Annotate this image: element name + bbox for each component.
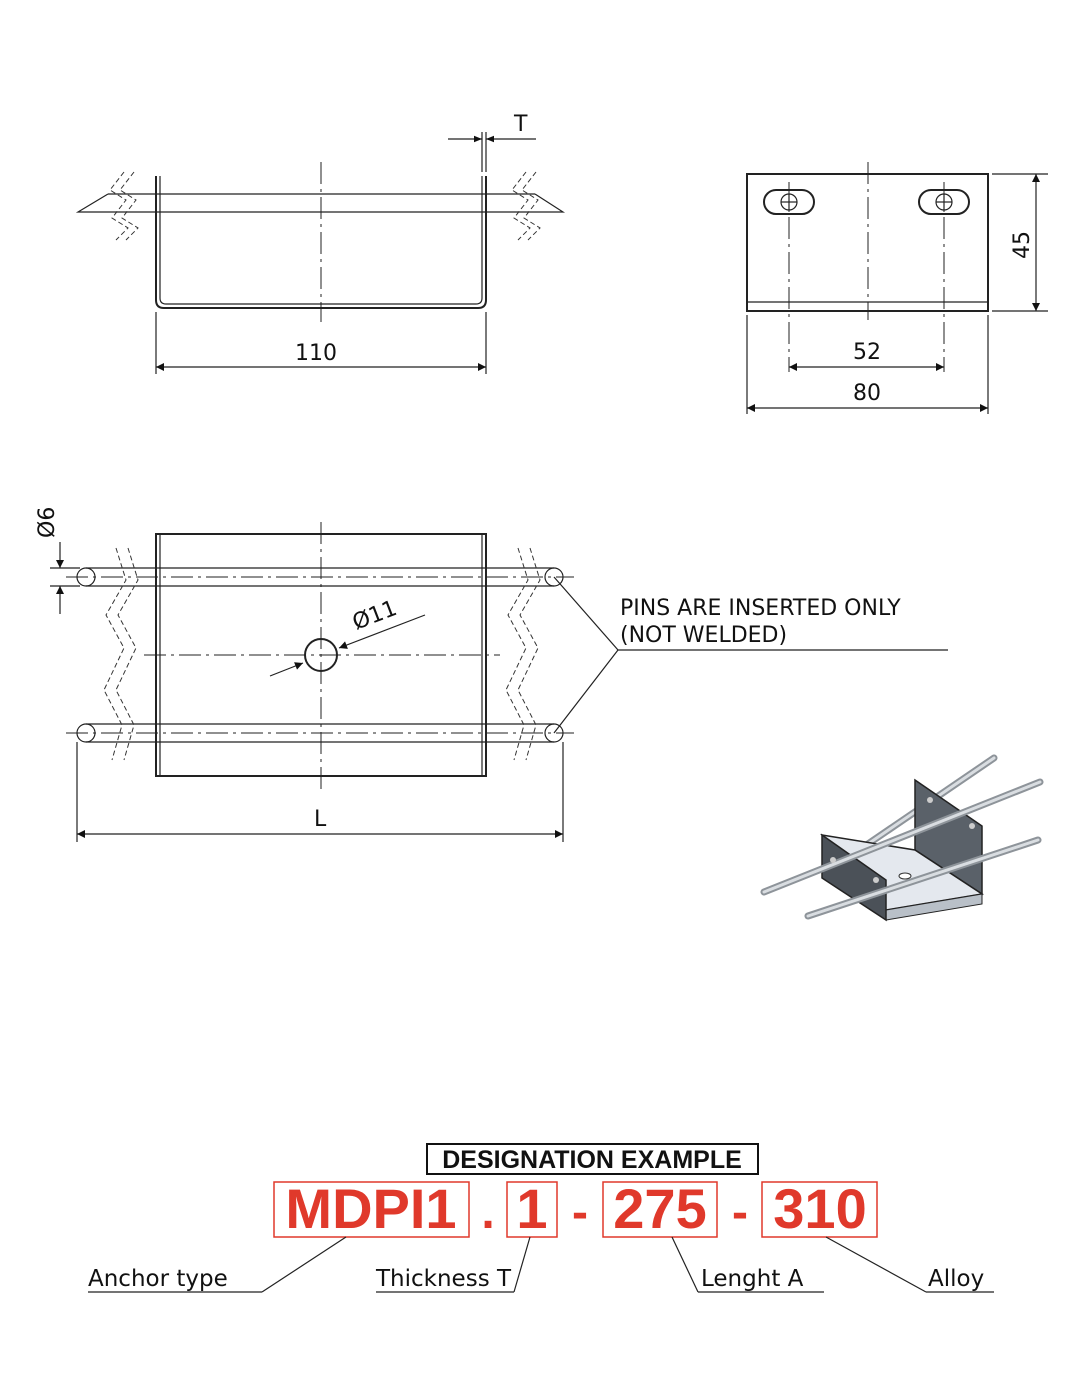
- plate-width-dimension: 80: [853, 381, 881, 406]
- code-length: 275: [613, 1177, 707, 1240]
- separator-dot: .: [481, 1186, 495, 1239]
- code-thickness: 1: [516, 1177, 548, 1240]
- height-dimension: 45: [1010, 231, 1035, 259]
- label-length: Lenght A: [701, 1266, 804, 1292]
- label-thickness: Thickness T: [376, 1266, 512, 1292]
- separator-dash-1: -: [572, 1186, 588, 1239]
- isometric-illustration: [764, 758, 1040, 920]
- top-view: [35, 507, 948, 842]
- separator-dash-2: -: [732, 1186, 748, 1239]
- code-alloy: 310: [773, 1177, 867, 1240]
- code-anchor-type: MDPI1: [285, 1177, 457, 1240]
- hole-diameter-label: Ø11: [349, 596, 401, 636]
- length-label: L: [314, 807, 327, 832]
- designation-title: DESIGNATION EXAMPLE: [442, 1146, 742, 1174]
- pin-diameter-label: Ø6: [35, 506, 60, 538]
- note-line-2: (NOT WELDED): [620, 623, 788, 648]
- hole-spacing-dimension: 52: [853, 340, 881, 365]
- note-line-1: PINS ARE INSERTED ONLY: [620, 596, 901, 621]
- width-dimension: 110: [295, 341, 337, 366]
- designation-example: [88, 1144, 994, 1292]
- label-anchor-type: Anchor type: [88, 1266, 228, 1292]
- side-view: [747, 162, 1048, 414]
- thickness-label: T: [514, 112, 528, 137]
- front-view: [78, 112, 563, 374]
- label-alloy: Alloy: [928, 1266, 985, 1292]
